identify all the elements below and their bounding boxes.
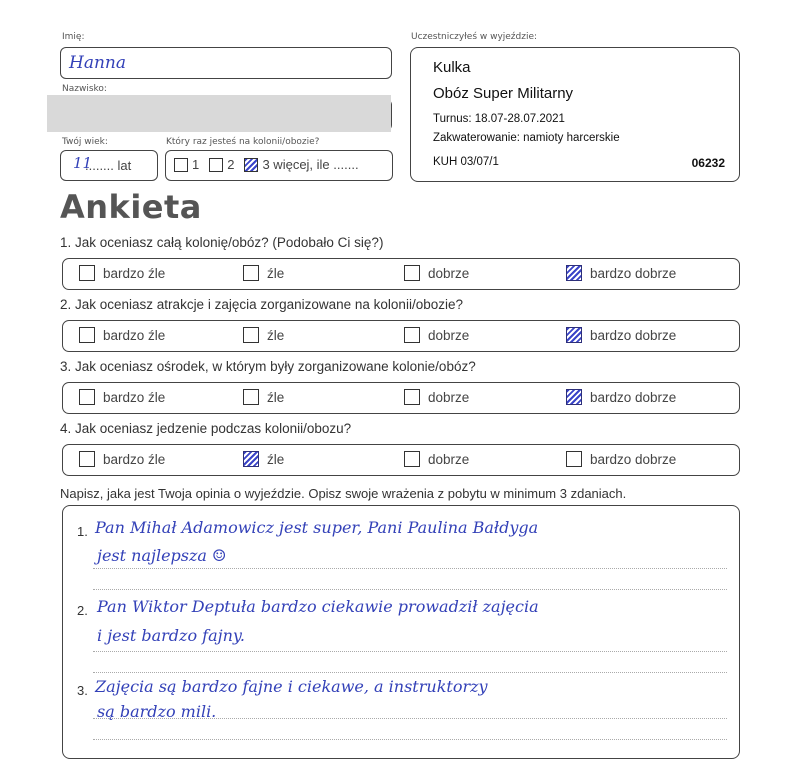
rating-checkbox[interactable] bbox=[566, 389, 582, 405]
rating-checkbox[interactable] bbox=[404, 389, 420, 405]
rating-option[interactable] bbox=[566, 265, 676, 281]
rating-option[interactable] bbox=[566, 389, 676, 405]
question-1: 1. Jak oceniasz całą kolonię/obóz? (Podobało Ci się?) bbox=[60, 235, 384, 250]
rating-option[interactable] bbox=[79, 389, 165, 405]
answer-number-3: 3. bbox=[77, 683, 88, 698]
rating-label: dobrze bbox=[428, 389, 470, 405]
rating-checkbox[interactable] bbox=[404, 451, 420, 467]
trip-accommodation: Zakwaterowanie: namioty harcerskie bbox=[433, 132, 620, 144]
answer-2-line-2: i jest bardzo fajny. bbox=[97, 626, 245, 645]
rating-checkbox[interactable] bbox=[566, 451, 582, 467]
rule-line bbox=[93, 589, 727, 590]
rating-checkbox[interactable] bbox=[243, 265, 259, 281]
answer-1-line-1: Pan Mihał Adamowicz jest super, Pani Paulina Bałdyga bbox=[95, 518, 539, 537]
rating-checkbox[interactable] bbox=[566, 265, 582, 281]
page-title: Ankieta bbox=[60, 188, 202, 226]
question-4: 4. Jak oceniasz jedzenie podczas kolonii/obozu? bbox=[60, 421, 352, 436]
last-name-label: Nazwisko: bbox=[62, 84, 107, 94]
rating-checkbox[interactable] bbox=[404, 265, 420, 281]
answer-number-1: 1. bbox=[77, 524, 88, 539]
rating-label: bardzo dobrze bbox=[590, 451, 677, 467]
rating-label: bardzo źle bbox=[103, 327, 166, 343]
rating-checkbox[interactable] bbox=[566, 327, 582, 343]
age-suffix: ........ lat bbox=[85, 158, 132, 173]
question-1-options bbox=[62, 258, 740, 290]
attendance-checkbox-2[interactable] bbox=[209, 158, 223, 172]
attendance-option-1: 1 bbox=[192, 157, 200, 172]
rating-checkbox[interactable] bbox=[79, 451, 95, 467]
rating-option[interactable] bbox=[79, 327, 165, 343]
rating-label: bardzo źle bbox=[103, 451, 166, 467]
attendance-label: Który raz jesteś na kolonii/obozie? bbox=[166, 137, 320, 147]
rating-checkbox[interactable] bbox=[243, 327, 259, 343]
rating-checkbox[interactable] bbox=[79, 265, 95, 281]
rating-option[interactable] bbox=[566, 327, 676, 343]
rating-option[interactable] bbox=[243, 327, 284, 343]
trip-code: KUH 03/07/1 bbox=[433, 156, 499, 168]
first-name-label: Imię: bbox=[62, 32, 85, 42]
rule-line bbox=[93, 672, 727, 673]
rating-label: bardzo źle bbox=[103, 265, 166, 281]
attendance-checkbox-3[interactable] bbox=[244, 158, 258, 172]
rating-option[interactable] bbox=[404, 389, 469, 405]
trip-camp: Obóz Super Militarny bbox=[433, 85, 574, 102]
question-3: 3. Jak oceniasz ośrodek, w którym były zorganizowane kolonie/obóz? bbox=[60, 359, 476, 374]
rating-checkbox[interactable] bbox=[79, 327, 95, 343]
rating-option[interactable] bbox=[404, 265, 469, 281]
rating-option[interactable] bbox=[566, 451, 676, 467]
rating-option[interactable] bbox=[404, 451, 469, 467]
rating-label: źle bbox=[267, 389, 285, 405]
question-4-options bbox=[62, 444, 740, 476]
answer-2-line-1: Pan Wiktor Deptuła bardzo ciekawie prowadził zajęcia bbox=[97, 597, 539, 616]
rating-label: dobrze bbox=[428, 451, 470, 467]
age-value: 11 bbox=[73, 154, 93, 172]
rule-line bbox=[93, 739, 727, 740]
opinion-box[interactable] bbox=[62, 505, 740, 759]
redaction-block bbox=[47, 95, 391, 132]
rating-checkbox[interactable] bbox=[404, 327, 420, 343]
rating-label: bardzo dobrze bbox=[590, 389, 677, 405]
first-name-field[interactable] bbox=[60, 47, 392, 79]
rating-label: bardzo dobrze bbox=[590, 327, 677, 343]
opinion-prompt: Napisz, jaka jest Twoja opinia o wyjeździe. Opisz swoje wrażenia z pobytu w minimum 3 zdaniach. bbox=[60, 486, 627, 501]
rating-label: dobrze bbox=[428, 327, 470, 343]
rating-option[interactable] bbox=[243, 451, 284, 467]
answer-number-2: 2. bbox=[77, 603, 88, 618]
rating-label: źle bbox=[267, 451, 285, 467]
trip-name: Kulka bbox=[433, 59, 471, 76]
attendance-checkbox-1[interactable] bbox=[174, 158, 188, 172]
question-2: 2. Jak oceniasz atrakcje i zajęcia zorganizowane na kolonii/obozie? bbox=[60, 297, 463, 312]
rating-label: źle bbox=[267, 327, 285, 343]
question-3-options bbox=[62, 382, 740, 414]
trip-number: 06232 bbox=[691, 156, 725, 170]
answer-1-line-2: jest najlepsza ☺ bbox=[97, 546, 227, 565]
rating-option[interactable] bbox=[243, 389, 284, 405]
rating-checkbox[interactable] bbox=[79, 389, 95, 405]
answer-3-line-2: są bardzo mili. bbox=[97, 702, 217, 721]
rating-label: dobrze bbox=[428, 265, 470, 281]
rating-label: źle bbox=[267, 265, 285, 281]
rule-line bbox=[93, 568, 727, 569]
age-label: Twój wiek: bbox=[62, 137, 108, 147]
rating-label: bardzo dobrze bbox=[590, 265, 677, 281]
rating-option[interactable] bbox=[404, 327, 469, 343]
attendance-field bbox=[165, 150, 393, 181]
trip-card bbox=[410, 47, 740, 182]
question-2-options bbox=[62, 320, 740, 352]
answer-3-line-1: Zajęcia są bardzo fajne i ciekawe, a instruktorzy bbox=[95, 677, 488, 696]
attendance-option-2: 2 bbox=[227, 157, 235, 172]
rating-option[interactable] bbox=[79, 451, 165, 467]
rating-label: bardzo źle bbox=[103, 389, 166, 405]
rating-option[interactable] bbox=[79, 265, 165, 281]
trip-label: Uczestniczyłeś w wyjeździe: bbox=[411, 32, 538, 42]
trip-turnus: Turnus: 18.07-28.07.2021 bbox=[433, 113, 565, 125]
rating-checkbox[interactable] bbox=[243, 389, 259, 405]
age-field[interactable] bbox=[60, 150, 158, 181]
attendance-option-3: 3 więcej, ile ....... bbox=[262, 157, 359, 172]
rating-option[interactable] bbox=[243, 265, 284, 281]
rule-line bbox=[93, 651, 727, 652]
first-name-value: Hanna bbox=[69, 53, 126, 73]
rating-checkbox[interactable] bbox=[243, 451, 259, 467]
